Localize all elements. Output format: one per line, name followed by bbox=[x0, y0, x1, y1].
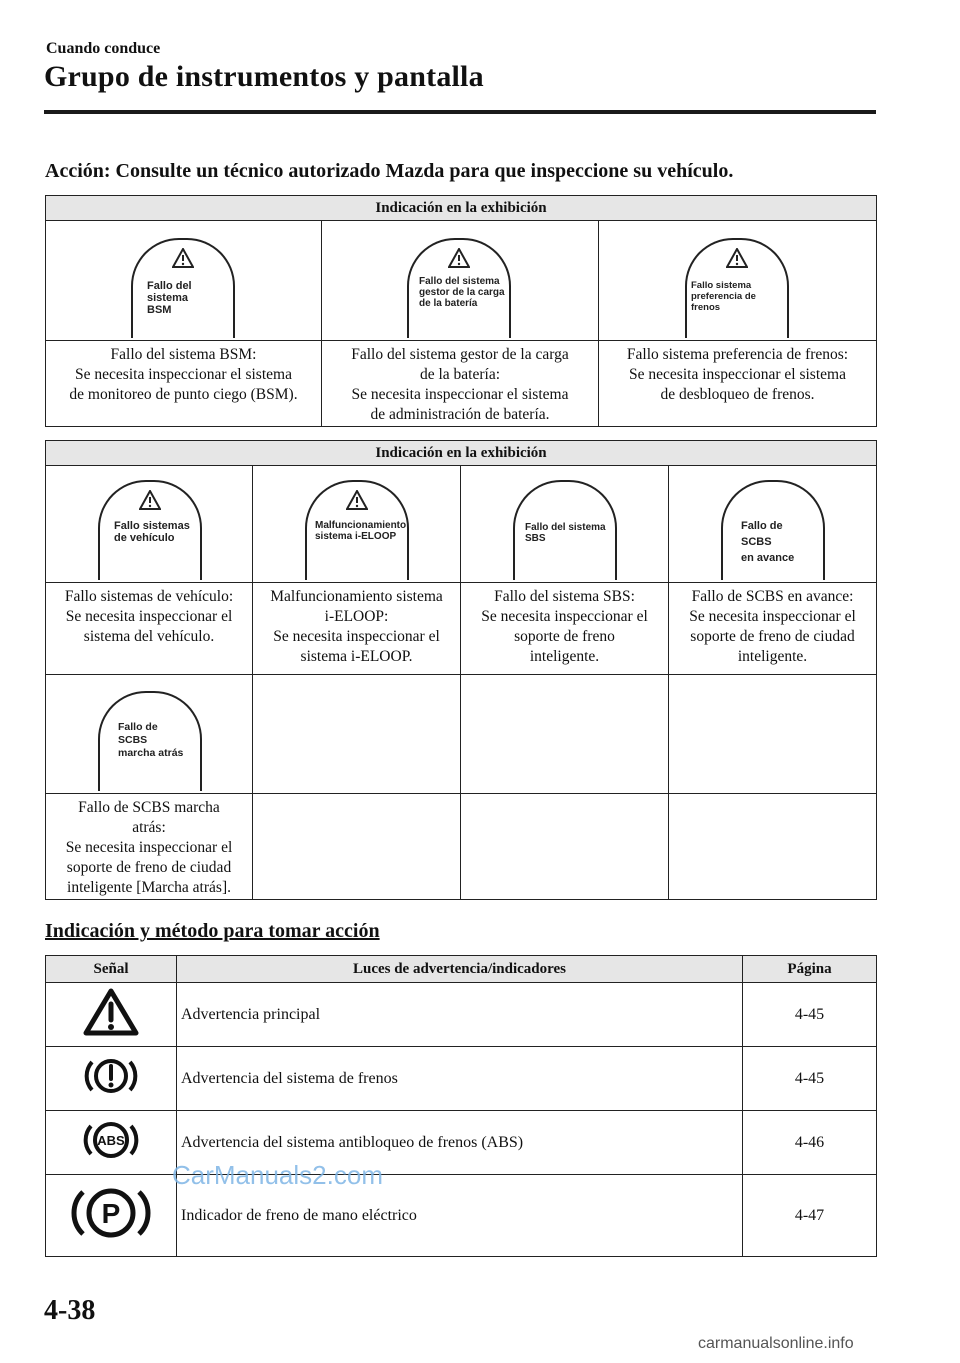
display-message: Fallo del sistema gestor de la carga de la batería bbox=[419, 276, 505, 309]
page-title: Grupo de instrumentos y pantalla bbox=[44, 60, 484, 93]
display-screen bbox=[721, 480, 825, 580]
table-row bbox=[46, 1111, 877, 1175]
signal-cell bbox=[46, 1111, 177, 1175]
display-screen bbox=[305, 480, 409, 580]
display-image-cell bbox=[669, 466, 877, 583]
display-description: Fallo del sistema SBS: Se necesita inspeccionar el soporte de freno inteligente. bbox=[461, 583, 669, 675]
empty-cell bbox=[461, 794, 669, 900]
indicator-name: Advertencia principal bbox=[177, 983, 743, 1047]
display-image-cell bbox=[599, 221, 877, 341]
page-number: 4-38 bbox=[44, 1295, 96, 1326]
display-description: Fallo de SCBS en avance: Se necesita inspeccionar el soporte de freno de ciudad inteligente. bbox=[669, 583, 877, 675]
master-warning-icon bbox=[83, 987, 139, 1037]
display-message: Fallo sistemas de vehículo bbox=[114, 520, 190, 544]
abs-warning-icon bbox=[80, 1118, 142, 1162]
signal-cell bbox=[46, 983, 177, 1047]
warning-triangle-icon bbox=[172, 248, 194, 268]
display-message: Fallo sistema preferencia de frenos bbox=[691, 280, 756, 313]
column-header: Luces de advertencia/indicadores bbox=[177, 956, 743, 983]
display-table-2 bbox=[45, 440, 877, 900]
display-description: Fallo de SCBS marcha atrás: Se necesita inspeccionar el soporte de freno de ciudad inteligente [Marcha atrás]. bbox=[46, 794, 253, 900]
parking-brake-icon bbox=[68, 1183, 154, 1243]
page-reference: 4-46 bbox=[743, 1111, 877, 1175]
indicator-name: Indicador de freno de mano eléctrico bbox=[177, 1175, 743, 1257]
empty-cell bbox=[253, 794, 461, 900]
title-divider bbox=[44, 110, 876, 114]
display-screen bbox=[407, 238, 511, 338]
empty-cell bbox=[669, 675, 877, 794]
indicator-name: Advertencia del sistema de frenos bbox=[177, 1047, 743, 1111]
brake-warning-icon bbox=[81, 1054, 141, 1098]
display-screen bbox=[98, 480, 202, 580]
display-screen bbox=[98, 691, 202, 791]
signal-cell bbox=[46, 1047, 177, 1111]
warning-triangle-icon bbox=[346, 490, 368, 510]
table-row bbox=[46, 1047, 877, 1111]
display-image-cell bbox=[461, 466, 669, 583]
display-image-cell bbox=[253, 466, 461, 583]
svg-text:ABS: ABS bbox=[97, 1133, 125, 1148]
table-header: Indicación en la exhibición bbox=[46, 196, 877, 221]
display-description: Fallo sistema preferencia de frenos: Se necesita inspeccionar el sistema de desbloqueo de frenos. bbox=[599, 341, 877, 427]
page-reference: 4-45 bbox=[743, 1047, 877, 1111]
page-reference: 4-45 bbox=[743, 983, 877, 1047]
table-row bbox=[46, 1175, 877, 1257]
warning-triangle-icon bbox=[139, 490, 161, 510]
display-message: Fallo de SCBS marcha atrás bbox=[118, 721, 184, 759]
display-screen bbox=[685, 238, 789, 338]
section-label: Cuando conduce bbox=[46, 40, 161, 57]
action-heading: Acción: Consulte un técnico autorizado Mazda para que inspeccione su vehículo. bbox=[45, 160, 734, 182]
page-reference: 4-47 bbox=[743, 1175, 877, 1257]
table-header: Indicación en la exhibición bbox=[46, 441, 877, 466]
display-image-cell bbox=[46, 221, 322, 341]
display-description: Fallo del sistema BSM: Se necesita inspeccionar el sistema de monitoreo de punto ciego (BSM). bbox=[46, 341, 322, 427]
empty-cell bbox=[253, 675, 461, 794]
svg-text:P: P bbox=[101, 1198, 121, 1229]
watermark: CarManuals2.com bbox=[172, 1160, 383, 1190]
display-image-cell bbox=[46, 466, 253, 583]
indicator-name: Advertencia del sistema antibloqueo de frenos (ABS) bbox=[177, 1111, 743, 1175]
display-description: Fallo del sistema gestor de la carga de la batería: Se necesita inspeccionar el sistema de administración de batería. bbox=[322, 341, 599, 427]
display-image-cell bbox=[322, 221, 599, 341]
indicator-section-heading: Indicación y método para tomar acción bbox=[45, 920, 380, 942]
display-description: Fallo sistemas de vehículo: Se necesita inspeccionar el sistema del vehículo. bbox=[46, 583, 253, 675]
display-screen bbox=[513, 480, 617, 580]
display-message: Malfuncionamiento sistema i-ELOOP bbox=[315, 520, 407, 542]
empty-cell bbox=[461, 675, 669, 794]
footer-site-label: carmanualsonline.info bbox=[698, 1335, 854, 1352]
warning-triangle-icon bbox=[448, 248, 470, 268]
signal-cell bbox=[46, 1175, 177, 1257]
display-message: Fallo de SCBS en avance bbox=[741, 520, 795, 564]
column-header: Página bbox=[743, 956, 877, 983]
display-table-1 bbox=[45, 195, 877, 427]
display-message: Fallo del sistema BSM bbox=[147, 280, 192, 316]
display-description: Malfuncionamiento sistema i-ELOOP: Se necesita inspeccionar el sistema i-ELOOP. bbox=[253, 583, 461, 675]
column-header: Señal bbox=[46, 956, 177, 983]
display-image-cell bbox=[46, 675, 253, 794]
table-row bbox=[46, 983, 877, 1047]
warning-triangle-icon bbox=[726, 248, 748, 268]
indicator-table bbox=[45, 955, 877, 1257]
empty-cell bbox=[669, 794, 877, 900]
display-message: Fallo del sistema SBS bbox=[525, 522, 606, 544]
display-screen bbox=[131, 238, 235, 338]
